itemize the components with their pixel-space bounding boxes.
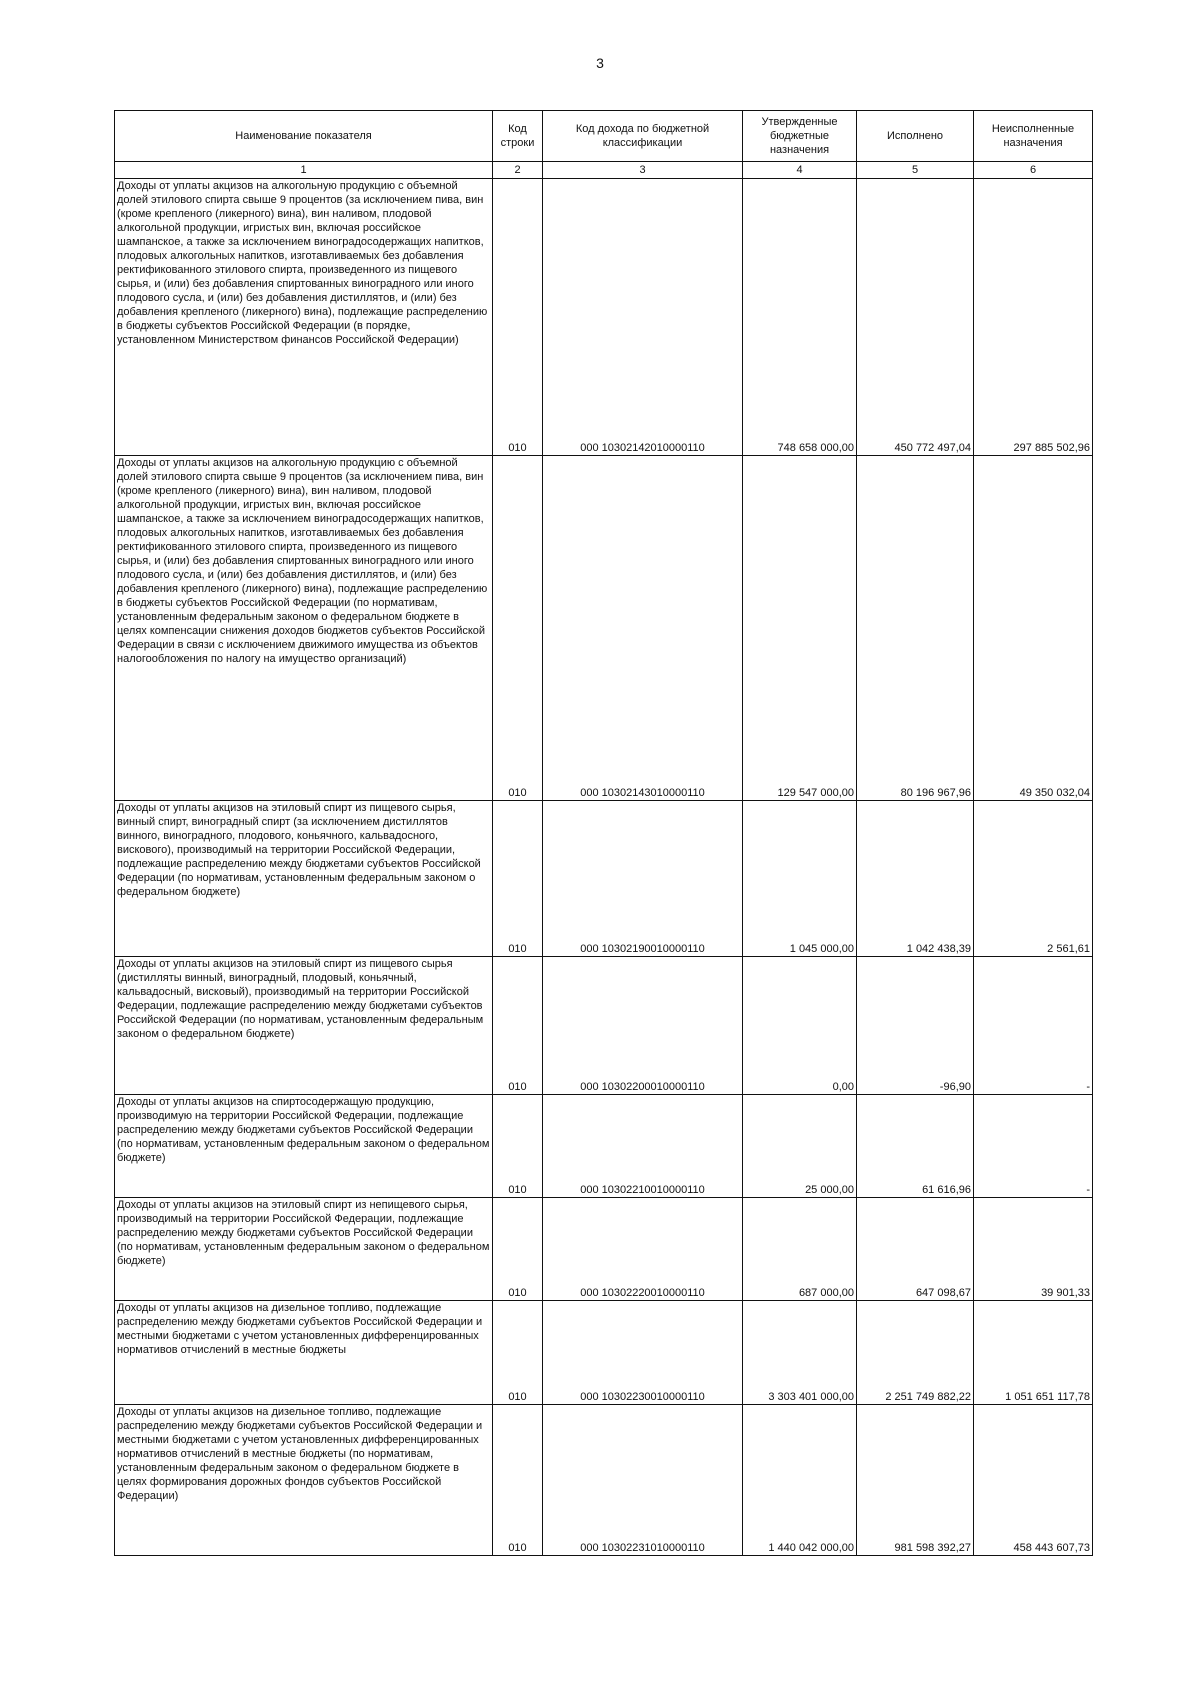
unexecuted-amount: - bbox=[974, 1095, 1093, 1198]
kbk-code: 000 10302231010000110 bbox=[543, 1405, 743, 1556]
indicator-name: Доходы от уплаты акцизов на дизельное топливо, подлежащие распределению между бюджетами субъектов Российской Федерации и местными бюджетами с учетом установленных дифференцированных нормативов отчислений в местные бюджеты (по нормативам, установленным федеральным законом о федеральном бюджете в целях формирования дорожных фондов субъектов Российской Федерации) bbox=[115, 1405, 493, 1556]
table-row bbox=[115, 1301, 1093, 1405]
indicator-name: Доходы от уплаты акцизов на дизельное топливо, подлежащие распределению между бюджетами субъектов Российской Федерации и местными бюджетами с учетом установленных дифференцированных нормативов отчислений в местные бюджеты bbox=[115, 1301, 493, 1405]
line-code: 010 bbox=[493, 801, 543, 957]
kbk-code: 000 10302190010000110 bbox=[543, 801, 743, 957]
table-row bbox=[115, 1095, 1093, 1198]
indicator-name: Доходы от уплаты акцизов на алкогольную продукцию с объемной долей этилового спирта свыше 9 процентов (за исключением пива, вин (кроме крепленого (ликерного) вина), вин наливом, плодовой алкогольной продукции, игристых вин, включая российское шампанское, а также за исключением виноградосодержащих напитков, плодовых алкогольных напитков, изготавливаемых без добавления ректификованного этилового спирта, произведенного из пищевого сырья, и (или) без добавления спиртованных виноградного или иного плодового сусла, и (или) без добавления дистиллятов, и (или) без добавления крепленого (ликерного) вина), подлежащие распределению в бюджеты субъектов Российской Федерации (в порядке, установленном Министерством финансов Российской Федерации) bbox=[115, 179, 493, 456]
column-number: 1 bbox=[115, 162, 493, 179]
line-code: 010 bbox=[493, 1301, 543, 1405]
line-code: 010 bbox=[493, 957, 543, 1095]
approved-amount: 25 000,00 bbox=[743, 1095, 857, 1198]
approved-amount: 129 547 000,00 bbox=[743, 456, 857, 801]
column-number: 2 bbox=[493, 162, 543, 179]
column-number: 6 bbox=[974, 162, 1093, 179]
line-code: 010 bbox=[493, 1095, 543, 1198]
executed-amount: 2 251 749 882,22 bbox=[857, 1301, 974, 1405]
kbk-code: 000 10302210010000110 bbox=[543, 1095, 743, 1198]
kbk-code: 000 10302200010000110 bbox=[543, 957, 743, 1095]
executed-amount: 1 042 438,39 bbox=[857, 801, 974, 957]
executed-amount: 80 196 967,96 bbox=[857, 456, 974, 801]
table-row bbox=[115, 1405, 1093, 1556]
unexecuted-amount: 458 443 607,73 bbox=[974, 1405, 1093, 1556]
table-row bbox=[115, 179, 1093, 456]
approved-amount: 0,00 bbox=[743, 957, 857, 1095]
indicator-name: Доходы от уплаты акцизов на этиловый спирт из пищевого сырья, винный спирт, виноградный спирт (за исключением дистиллятов винного, виноградного, плодового, коньячного, кальвадосного, вискового), производимый на территории Российской Федерации, подлежащие распределению между бюджетами субъектов Российской Федерации (по нормативам, установленным федеральным законом о федеральном бюджете) bbox=[115, 801, 493, 957]
approved-amount: 687 000,00 bbox=[743, 1198, 857, 1301]
indicator-name: Доходы от уплаты акцизов на этиловый спирт из пищевого сырья (дистилляты винный, виноградный, плодовый, коньячный, кальвадосный, висковый), производимый на территории Российской Федерации, подлежащие распределению между бюджетами субъектов Российской Федерации (по нормативам, установленным федеральным законом о федеральном бюджете) bbox=[115, 957, 493, 1095]
kbk-code: 000 10302220010000110 bbox=[543, 1198, 743, 1301]
income-table bbox=[114, 110, 1093, 1556]
unexecuted-amount: - bbox=[974, 957, 1093, 1095]
executed-amount: -96,90 bbox=[857, 957, 974, 1095]
indicator-name: Доходы от уплаты акцизов на спиртосодержащую продукцию, производимую на территории Российской Федерации, подлежащие распределению между бюджетами субъектов Российской Федерации (по нормативам, установленным федеральным законом о федеральном бюджете) bbox=[115, 1095, 493, 1198]
page-number: 3 bbox=[596, 55, 604, 71]
unexecuted-amount: 1 051 651 117,78 bbox=[974, 1301, 1093, 1405]
table-row bbox=[115, 1198, 1093, 1301]
header-unexecuted: Неисполненные назначения bbox=[974, 111, 1093, 162]
line-code: 010 bbox=[493, 1198, 543, 1301]
header-name: Наименование показателя bbox=[115, 111, 493, 162]
approved-amount: 3 303 401 000,00 bbox=[743, 1301, 857, 1405]
column-numbers-row bbox=[115, 162, 1093, 179]
unexecuted-amount: 297 885 502,96 bbox=[974, 179, 1093, 456]
table-row bbox=[115, 801, 1093, 957]
unexecuted-amount: 39 901,33 bbox=[974, 1198, 1093, 1301]
unexecuted-amount: 49 350 032,04 bbox=[974, 456, 1093, 801]
unexecuted-amount: 2 561,61 bbox=[974, 801, 1093, 957]
executed-amount: 450 772 497,04 bbox=[857, 179, 974, 456]
line-code: 010 bbox=[493, 456, 543, 801]
approved-amount: 1 440 042 000,00 bbox=[743, 1405, 857, 1556]
approved-amount: 1 045 000,00 bbox=[743, 801, 857, 957]
header-executed: Исполнено bbox=[857, 111, 974, 162]
header-kbk: Код дохода по бюджетной классификации bbox=[543, 111, 743, 162]
column-number: 4 bbox=[743, 162, 857, 179]
header-row bbox=[115, 111, 1093, 162]
indicator-name: Доходы от уплаты акцизов на этиловый спирт из непищевого сырья, производимый на территории Российской Федерации, подлежащие распределению между бюджетами субъектов Российской Федерации (по нормативам, установленным федеральным законом о федеральном бюджете) bbox=[115, 1198, 493, 1301]
kbk-code: 000 10302143010000110 bbox=[543, 456, 743, 801]
line-code: 010 bbox=[493, 1405, 543, 1556]
indicator-name: Доходы от уплаты акцизов на алкогольную продукцию с объемной долей этилового спирта свыше 9 процентов (за исключением пива, вин (кроме крепленого (ликерного) вина), вин наливом, плодовой алкогольной продукции, игристых вин, включая российское шампанское, а также за исключением виноградосодержащих напитков, плодовых алкогольных напитков, изготавливаемых без добавления ректификованного этилового спирта, произведенного из пищевого сырья, и (или) без добавления спиртованных виноградного или иного плодового сусла, и (или) без добавления дистиллятов, и (или) без добавления крепленого (ликерного) вина), подлежащие распределению в бюджеты субъектов Российской Федерации (по нормативам, установленным федеральным законом о федеральном бюджете в целях компенсации снижения доходов бюджетов субъектов Российской Федерации в связи с исключением движимого имущества из объектов налогообложения по налогу на имущество организаций) bbox=[115, 456, 493, 801]
executed-amount: 647 098,67 bbox=[857, 1198, 974, 1301]
column-number: 5 bbox=[857, 162, 974, 179]
executed-amount: 981 598 392,27 bbox=[857, 1405, 974, 1556]
approved-amount: 748 658 000,00 bbox=[743, 179, 857, 456]
header-line-code: Код строки bbox=[493, 111, 543, 162]
table-row bbox=[115, 957, 1093, 1095]
table-row bbox=[115, 456, 1093, 801]
header-approved: Утвержденные бюджетные назначения bbox=[743, 111, 857, 162]
line-code: 010 bbox=[493, 179, 543, 456]
kbk-code: 000 10302142010000110 bbox=[543, 179, 743, 456]
executed-amount: 61 616,96 bbox=[857, 1095, 974, 1198]
column-number: 3 bbox=[543, 162, 743, 179]
kbk-code: 000 10302230010000110 bbox=[543, 1301, 743, 1405]
